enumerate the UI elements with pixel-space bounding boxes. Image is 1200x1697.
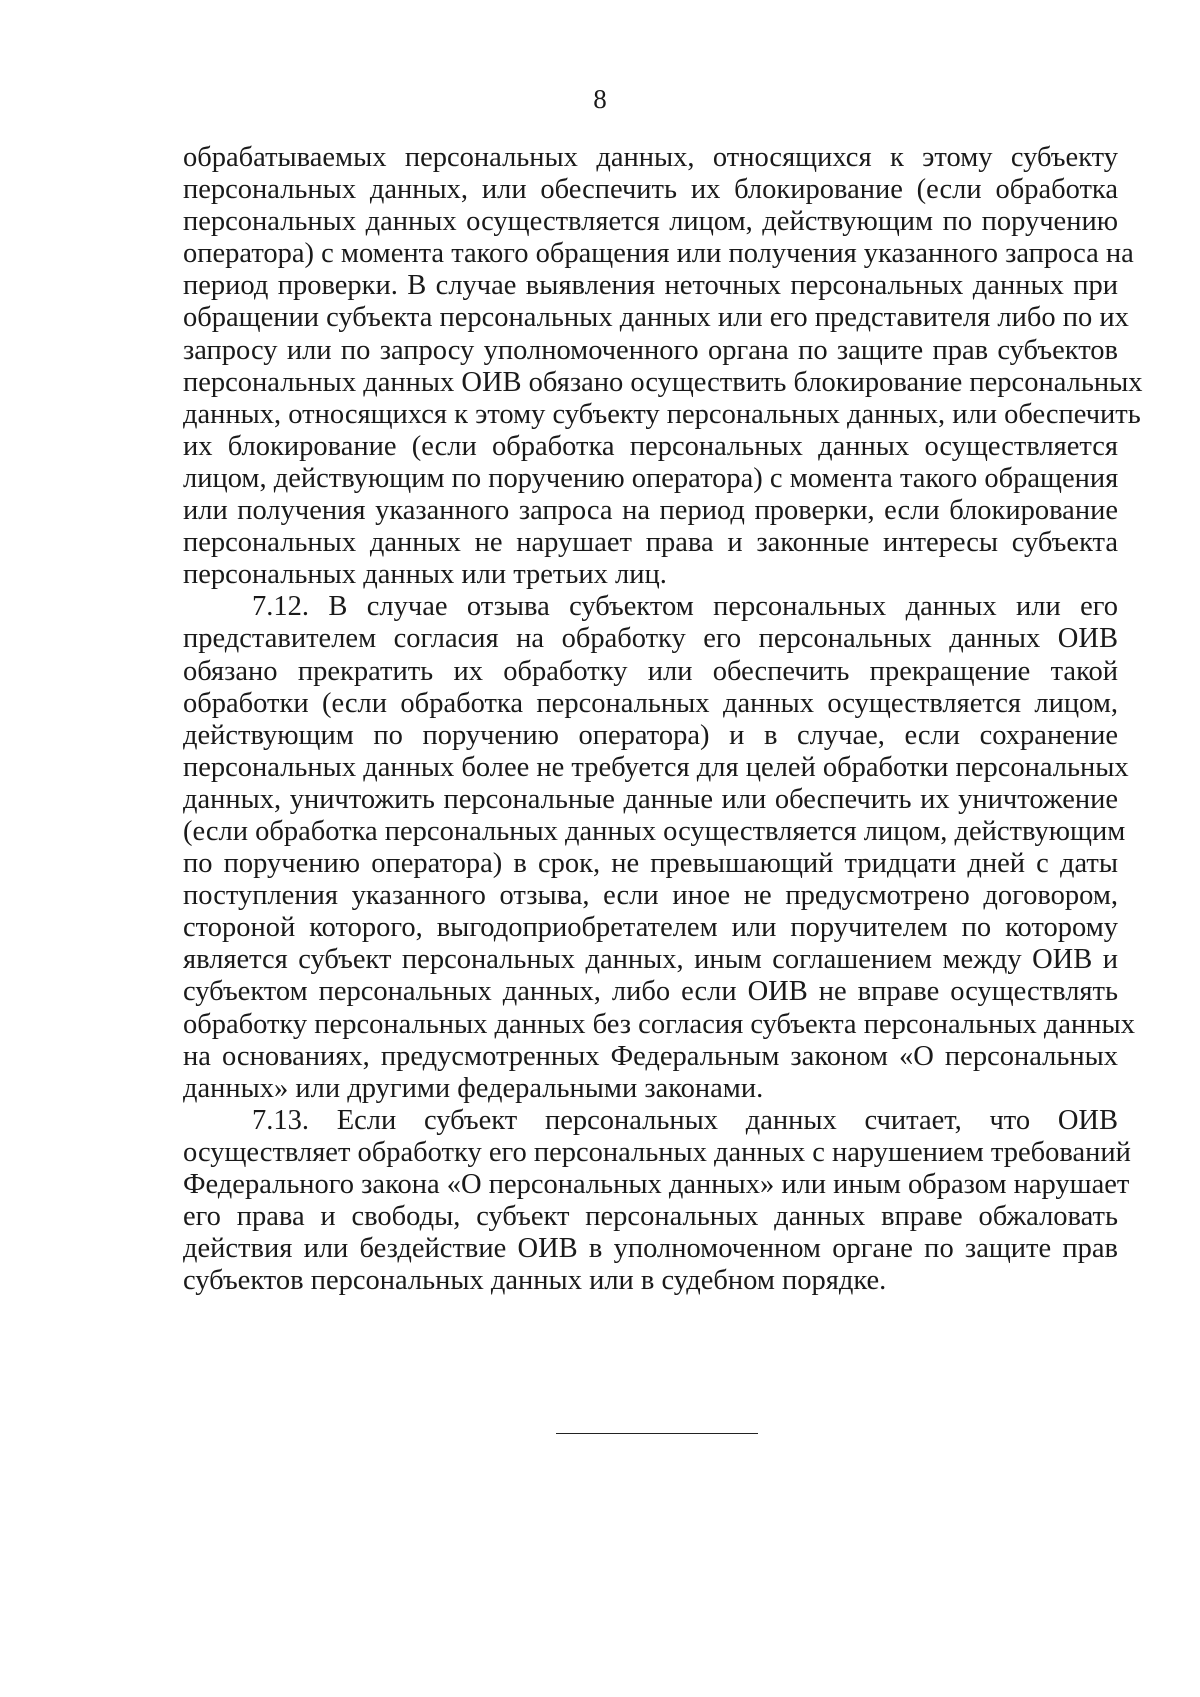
text-line: на основаниях, предусмотренных Федеральным законом «О персональных (183, 1040, 1118, 1072)
text-line: персональных данных, или обеспечить их блокирование (если обработка (183, 174, 1118, 206)
text-line: его права и свободы, субъект персональных данных вправе обжаловать (183, 1201, 1118, 1233)
text-line: (если обработка персональных данных осуществляется лицом, действующим (183, 815, 1126, 847)
text-line: персональных данных или третьих лиц. (183, 559, 667, 591)
text-line: осуществляет обработку его персональных данных с нарушением требований (183, 1136, 1131, 1168)
text-line: персональных данных не нарушает права и законные интересы субъекта (183, 527, 1118, 559)
text-line: 7.13. Если субъект персональных данных считает, что ОИВ (252, 1104, 1118, 1136)
text-line: действия или бездействие ОИВ в уполномоченном органе по защите прав (183, 1233, 1118, 1265)
text-line: является субъект персональных данных, иным соглашением между ОИВ и (183, 944, 1118, 976)
text-line: данных, уничтожить персональные данные или обеспечить их уничтожение (183, 783, 1118, 815)
text-line: их блокирование (если обработка персональных данных осуществляется (183, 430, 1118, 462)
text-line: стороной которого, выгодоприобретателем или поручителем по которому (183, 912, 1118, 944)
paragraph-7-12 (183, 591, 1135, 1105)
text-line: период проверки. В случае выявления неточных персональных данных при (183, 270, 1118, 302)
text-line: персональных данных осуществляется лицом, действующим по поручению (183, 206, 1118, 238)
text-line: обработки (если обработка персональных данных осуществляется лицом, (183, 687, 1118, 719)
text-line: субъектом персональных данных, либо если ОИВ не вправе осуществлять (183, 976, 1118, 1008)
text-line: персональных данных ОИВ обязано осуществить блокирование персональных (183, 366, 1143, 398)
text-line: или получения указанного запроса на период проверки, если блокирование (183, 495, 1118, 527)
text-line: обработку персональных данных без согласия субъекта персональных данных (183, 1008, 1135, 1040)
text-line: 7.12. В случае отзыва субъектом персональных данных или его (252, 591, 1118, 623)
text-line: обращении субъекта персональных данных или его представителя либо по их (183, 302, 1129, 334)
text-line: персональных данных более не требуется для целей обработки персональных (183, 751, 1129, 783)
text-line: по поручению оператора) в срок, не превышающий тридцати дней с даты (183, 848, 1118, 880)
text-line: представителем согласия на обработку его персональных данных ОИВ (183, 623, 1118, 655)
text-line: обрабатываемых персональных данных, относящихся к этому субъекту (183, 142, 1118, 173)
end-of-document-rule (556, 1433, 758, 1434)
text-line: поступления указанного отзыва, если иное не предусмотрено договором, (183, 880, 1118, 912)
text-line: обязано прекратить их обработку или обеспечить прекращение такой (183, 655, 1118, 687)
text-line: оператора) с момента такого обращения или получения указанного запроса на (183, 238, 1134, 270)
paragraph-7-13 (183, 1104, 1131, 1298)
text-line: субъектов персональных данных или в судебном порядке. (183, 1265, 887, 1297)
text-line: запросу или по запросу уполномоченного органа по защите прав субъектов (183, 334, 1118, 366)
page-number: 8 (593, 84, 607, 114)
paragraph-continuation (183, 142, 1143, 591)
text-line: действующим по поручению оператора) и в случае, если сохранение (183, 719, 1118, 751)
text-line: Федерального закона «О персональных данных» или иным образом нарушает (183, 1169, 1130, 1200)
text-line: лицом, действующим по поручению оператора) с момента такого обращения (183, 462, 1119, 494)
text-line: данных, относящихся к этому субъекту персональных данных, или обеспечить (183, 398, 1141, 430)
text-line: данных» или другими федеральными законами. (183, 1072, 764, 1104)
document-body (183, 142, 1143, 1297)
